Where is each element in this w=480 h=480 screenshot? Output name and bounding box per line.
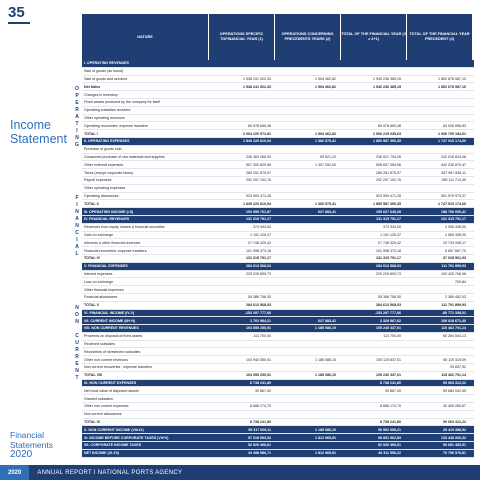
vertical-label-operating: O P E R A T I N G	[75, 86, 79, 148]
row-value-col-1: 284 613 568,03	[246, 264, 271, 269]
row-value-col-3: 46 311 556,22	[378, 451, 401, 456]
row-value-col-3: 105 240 337,01	[376, 326, 401, 331]
table-body	[82, 60, 474, 458]
side-title: Income Statement	[10, 118, 67, 146]
row-value-col-3: 1 940 236 385,15	[373, 84, 401, 89]
row-value-col-3: 155 627 645,28	[376, 209, 401, 214]
table-row	[82, 302, 474, 310]
row-value-col-3: 523 909 471,28	[376, 193, 401, 198]
table-row	[82, 91, 474, 99]
row-label: IX. NON CURRENT EXPENSES	[84, 381, 137, 386]
table-row	[82, 130, 474, 138]
table-row	[82, 154, 474, 162]
row-label: Granted subsidies	[84, 396, 113, 401]
table-row	[82, 255, 474, 263]
row-value-col-3: 96 502 095,21	[378, 427, 401, 432]
row-label: Operating recoveries: expense transfers	[84, 123, 148, 128]
table-row	[82, 208, 474, 216]
side-footer-line-2: Statements	[10, 440, 53, 450]
table-row	[82, 317, 474, 325]
row-value-col-3: 27 748 329,42	[378, 240, 401, 245]
row-value-col-4: 108 018 671,40	[441, 318, 466, 323]
side-footer	[10, 430, 70, 460]
row-value-col-4: 109 425 708,06	[441, 271, 466, 276]
row-value-col-3: 65 978 650,48	[378, 123, 401, 128]
row-value-col-4: 133 438 060,32	[441, 435, 466, 440]
row-value-col-4: 1 852 678 587,10	[438, 76, 466, 81]
row-value-col-3: 229 226 809,73	[376, 271, 401, 276]
row-value-col-3: 508 607 054,96	[376, 162, 401, 167]
row-value-col-1: 523 909 471,28	[246, 193, 271, 198]
row-label: Financial allowances	[84, 295, 118, 300]
table-row	[82, 325, 474, 333]
row-label: Taxes (except corporate taxes)	[84, 170, 134, 175]
row-value-col-1: 131 315 791,17	[246, 217, 271, 222]
row-label: II. OPERATING EXPENSES	[84, 139, 130, 144]
row-value-col-1: 1 191 125,37	[250, 232, 271, 237]
table-row	[82, 232, 474, 240]
row-value-col-3: 2 329 867,62	[380, 318, 401, 323]
row-value-col-1: -153 297 777,66	[244, 310, 271, 315]
row-value-col-4: 19 733 948,17	[443, 240, 466, 245]
row-label: VIII. NON CURRENT REVENUES	[84, 326, 139, 331]
row-value-col-3: 52 520 406,61	[378, 443, 401, 448]
table-row	[82, 177, 474, 185]
table-row	[82, 372, 474, 380]
row-value-col-3: 105 240 337,01	[376, 373, 401, 378]
row-label: TOTAL VIII	[84, 373, 102, 378]
row-label: TOTAL IX	[84, 420, 100, 425]
table-row	[82, 239, 474, 247]
table-row	[82, 107, 474, 115]
row-value-col-3: 292 297 102,76	[376, 178, 401, 183]
row-value-col-4: 1 852 678 587,10	[438, 84, 466, 89]
row-value-col-1: 289 251 875,97	[246, 170, 271, 175]
row-value-col-1: 114 700,00	[253, 334, 271, 339]
row-label: Other non current revenues	[84, 357, 128, 362]
row-value-col-4: 115 462 701,14	[441, 373, 466, 378]
row-label: Other operating expenses	[84, 186, 126, 191]
table-row	[82, 395, 474, 403]
row-value-col-4: 84 026 596,83	[443, 123, 466, 128]
row-value-col-1: 8 738 241,80	[250, 381, 271, 386]
row-value-col-4: -80 771 338,01	[441, 310, 466, 315]
row-value-col-4: 60 264 544,13	[443, 334, 466, 339]
vertical-label-financial: F I N A N C I A L	[75, 195, 79, 257]
row-value-col-2: 1 366 579,41	[315, 139, 336, 144]
row-value-col-3: 39 867,00	[385, 388, 401, 393]
row-value-col-4: 267 967 845,11	[441, 170, 466, 175]
row-label: Received subsidies	[84, 342, 115, 347]
row-value-col-3: 284 613 568,03	[376, 264, 401, 269]
row-value-col-1: 65 978 650,48	[248, 123, 271, 128]
row-value-col-2: 1 994 462,82	[315, 131, 336, 136]
row-value-col-1: 154 999 761,87	[246, 209, 271, 214]
row-value-col-1: 39 867,00	[255, 388, 271, 393]
table-row	[82, 278, 474, 286]
row-value-col-1: 236 463 266,93	[246, 154, 271, 159]
row-value-col-3: 101 998 373,18	[376, 248, 401, 253]
row-label: Sale of goods and services	[84, 76, 128, 81]
row-value-col-3: 1 850 587 390,35	[373, 201, 401, 206]
table-row	[82, 247, 474, 255]
row-value-col-4: 115 462 701,14	[441, 326, 466, 331]
table-row	[82, 434, 474, 442]
table-row	[82, 193, 474, 201]
row-value-col-4: 442 235 879,47	[441, 162, 466, 167]
page-number: 35	[8, 4, 25, 21]
row-label: III. OPERATING INCOME (I-II)	[84, 209, 134, 214]
row-label: Fixed assets produced by the company for itself	[84, 100, 161, 105]
table-row	[82, 450, 474, 458]
row-label: Revenues from equity shares & financial securities	[84, 225, 165, 230]
row-value-col-3: 289 251 875,97	[376, 170, 401, 175]
row-value-col-1: 507 300 820,96	[246, 162, 271, 167]
row-value-col-3: 1 940 236 385,15	[373, 76, 401, 81]
row-value-col-4: 2 095 446,00	[445, 225, 466, 230]
row-label: Non current allowances	[84, 412, 122, 417]
row-value-col-3: 131 315 791,17	[376, 217, 401, 222]
row-value-col-1: 1 849 220 810,94	[243, 139, 271, 144]
row-value-col-1: 2 004 220 572,81	[243, 131, 271, 136]
row-value-col-3: 105 125 637,01	[376, 357, 401, 362]
row-value-col-1: 95 317 009,11	[248, 427, 271, 432]
table-row	[82, 426, 474, 434]
row-value-col-1: 1 938 241 922,33	[243, 76, 271, 81]
page-number-underline	[8, 22, 30, 24]
row-value-col-4: 285 111 714,49	[441, 178, 466, 183]
row-value-col-3: 374 944,00	[383, 225, 401, 230]
row-value-col-4: 501 579 973,37	[441, 193, 466, 198]
row-label: I. OPERATING REVENUES	[84, 61, 129, 66]
row-value-col-1: 44 498 586,71	[248, 451, 271, 456]
table-row	[82, 68, 474, 76]
row-value-col-4: 37 028 561,93	[443, 256, 466, 261]
row-value-col-4: 93 837,92	[450, 365, 466, 370]
row-label: Operating subsidies received	[84, 108, 131, 113]
row-value-col-2: 1 994 462,82	[315, 84, 336, 89]
table-row	[82, 411, 474, 419]
table-row	[82, 419, 474, 427]
row-value-col-4: 1 747 915 174,60	[438, 201, 466, 206]
row-value-col-4: 30 409 265,67	[443, 404, 466, 409]
table-row	[82, 60, 474, 68]
row-value-col-2: 627 883,41	[318, 209, 336, 214]
row-value-col-4: 6 657 667,70	[445, 248, 466, 253]
row-value-col-2: 1 185 086,10	[315, 326, 336, 331]
table-row	[82, 76, 474, 84]
table-row	[82, 83, 474, 91]
row-label: VI. FINANCIAL INCOME (IV-V)	[84, 310, 135, 315]
row-value-col-1: 8 688 174,70	[250, 404, 271, 409]
row-value-col-3: 131 315 791,17	[376, 256, 401, 261]
row-value-col-1: 55 386 758,30	[248, 295, 271, 300]
row-value-col-3: 284 613 568,03	[376, 303, 401, 308]
row-value-col-4: 76 756 576,81	[443, 451, 466, 456]
table-row	[82, 380, 474, 388]
row-label: Other financial expenses	[84, 287, 124, 292]
row-label: Loss on exchange	[84, 279, 114, 284]
row-label: Net Sales	[84, 84, 101, 89]
row-value-col-1: 1 938 241 922,33	[243, 84, 271, 89]
row-label: VII. CURRENT INCOME (III+VI)	[84, 318, 136, 323]
row-value-col-4: 55 119 319,09	[443, 357, 466, 362]
table-row	[82, 146, 474, 154]
row-value-col-1: 104 055 250,91	[246, 326, 271, 331]
row-value-col-3: 1 850 587 390,35	[373, 139, 401, 144]
row-label: Proceeds on disposal of fixed assets	[84, 334, 143, 339]
row-value-col-3: 1 191 125,37	[380, 232, 401, 237]
header-col-3: TOTAL OF THE FINANCIAL YEAR (3 = 2+1)	[341, 14, 406, 60]
table-row	[82, 310, 474, 318]
table-row	[82, 364, 474, 372]
row-value-col-4: 111 791 899,93	[441, 264, 466, 269]
footer-year: 2020	[0, 465, 29, 480]
row-value-col-3: 2 006 215 035,63	[373, 131, 401, 136]
header-col-1: OPERATIONS SPECIFIC TOFINANCIAL YEAR (1)	[209, 14, 274, 60]
row-value-col-2: 1 812 969,51	[315, 435, 336, 440]
row-label: Changes in inventory	[84, 92, 118, 97]
row-value-col-3: 8 688 174,70	[380, 404, 401, 409]
row-label: TOTAL I	[84, 131, 98, 136]
row-value-col-1: 103 940 550,91	[246, 357, 271, 362]
row-value-col-4: 2 365 482,03	[445, 295, 466, 300]
row-value-col-2: 1 366 579,41	[315, 201, 336, 206]
table-row	[82, 348, 474, 356]
table-row	[82, 161, 474, 169]
row-label: TOTAL V	[84, 303, 99, 308]
row-label: Recoveries of investment subsidies	[84, 349, 141, 354]
row-label: Payroll expenses	[84, 178, 112, 183]
row-value-col-4: 90 063 312,22	[443, 420, 466, 425]
header-nature: NATURE	[82, 14, 208, 60]
row-value-col-4: 56 681 483,51	[443, 443, 466, 448]
row-value-col-1: 292 297 102,76	[246, 178, 271, 183]
table-row	[82, 356, 474, 364]
table-row	[82, 169, 474, 177]
table-row	[82, 99, 474, 107]
row-label: Other external expenses	[84, 162, 124, 167]
row-label: Interests & other financial revenues	[84, 240, 141, 245]
table-row	[82, 263, 474, 271]
income-statement-table	[82, 14, 474, 458]
side-footer-year: 2020	[10, 449, 33, 460]
table-row	[82, 286, 474, 294]
row-value-col-1: 229 226 809,73	[246, 271, 271, 276]
row-value-col-3: 55 386 758,30	[378, 295, 401, 300]
table-row	[82, 294, 474, 302]
row-value-col-1: 374 944,00	[253, 225, 271, 230]
row-value-col-1: 27 748 329,42	[248, 240, 271, 245]
row-value-col-4: 59 684 042,55	[443, 388, 466, 393]
table-row	[82, 224, 474, 232]
table-header	[82, 14, 474, 60]
row-label: Interest expenses	[84, 271, 113, 276]
row-label: NET INCOME (XI-XII)	[84, 451, 119, 456]
row-value-col-1: 284 613 568,03	[246, 303, 271, 308]
row-label: Gain on exchange	[84, 232, 114, 237]
header-col-4: TOTAL OF THE FINANCIAL YEAR PRECEDENT (4)	[407, 14, 472, 60]
row-label: Consumed purchase of raw materials and supplies	[84, 154, 165, 159]
vertical-label-non-current: N O N C U R R E N T	[75, 305, 79, 381]
row-value-col-1: 52 520 406,61	[248, 443, 271, 448]
row-value-col-2: 1 307 052,00	[315, 162, 336, 167]
row-label: TOTAL II	[84, 201, 99, 206]
row-value-col-4: 1 569 308,00	[445, 232, 466, 237]
row-label: Sale of goods (as found)	[84, 69, 124, 74]
row-value-col-1: 1 849 220 810,94	[243, 201, 271, 206]
row-label: Net book value of disposed assets	[84, 388, 139, 393]
row-value-col-3: -153 297 777,66	[374, 310, 401, 315]
header-col-2: OPERATIONS CONCERNING PRECEDENTS YEARS (2)	[275, 14, 340, 60]
table-row	[82, 115, 474, 123]
row-value-col-2: 59 521,23	[320, 154, 336, 159]
page-footer	[0, 465, 480, 480]
row-value-col-4: 25 419 388,92	[443, 427, 466, 432]
row-value-col-1: 8 738 241,80	[250, 420, 271, 425]
row-value-col-3: 98 831 962,83	[378, 435, 401, 440]
table-row	[82, 122, 474, 130]
table-row	[82, 200, 474, 208]
table-row	[82, 387, 474, 395]
row-value-col-1: 101 998 373,18	[246, 248, 271, 253]
row-value-col-4: 1 936 705 184,01	[438, 131, 466, 136]
row-label: XII. CORPORATE INCOME TAXES	[84, 443, 142, 448]
row-value-col-3: 8 738 241,80	[380, 381, 401, 386]
row-value-col-1: 1 701 984,21	[250, 318, 271, 323]
row-label: IV. FINANCIAL REVENUES	[84, 217, 130, 222]
row-value-col-4: 111 791 899,93	[441, 303, 466, 308]
table-row	[82, 271, 474, 279]
row-value-col-1: 131 315 791,17	[246, 256, 271, 261]
row-label: Operating allowances	[84, 193, 119, 198]
row-value-col-4: 131 315 791,17	[441, 217, 466, 222]
table-row	[82, 185, 474, 193]
row-value-col-2: 1 994 462,82	[315, 76, 336, 81]
row-value-col-2: 1 185 086,10	[315, 373, 336, 378]
row-value-col-2: 1 185 086,10	[315, 357, 336, 362]
row-value-col-3: 114 700,00	[383, 334, 401, 339]
row-value-col-3: 236 521 794,26	[376, 154, 401, 159]
table-row	[82, 403, 474, 411]
row-value-col-2: 1 812 969,51	[315, 451, 336, 456]
row-label: X. NON CURRENT INCOME (VIII-IX)	[84, 427, 144, 432]
table-row	[82, 138, 474, 146]
row-value-col-2: 627 883,41	[318, 318, 336, 323]
footer-text: ANNUAL REPORT I NATIONAL PORTS AGENCY	[37, 469, 183, 476]
row-value-col-2: 1 185 086,10	[315, 427, 336, 432]
row-label: Purchase of goods sold	[84, 147, 122, 152]
row-label: Financial recoveries: expense transfers	[84, 248, 147, 253]
table-row	[82, 333, 474, 341]
table-row	[82, 341, 474, 349]
row-label: V. FINANCIAL EXPENSES	[84, 264, 128, 269]
row-value-col-4: 1 747 915 174,60	[438, 139, 466, 144]
side-footer-line-1: Financial	[10, 430, 45, 440]
row-value-col-4: 188 790 009,41	[441, 209, 466, 214]
row-label: Non current recoveries : expense transfers	[84, 365, 152, 370]
row-value-col-4: 242 018 624,06	[441, 154, 466, 159]
table-row	[82, 216, 474, 224]
row-value-col-1: 97 018 993,32	[248, 435, 271, 440]
row-value-col-4: 90 063 312,22	[443, 381, 466, 386]
row-label: Other non current expenses	[84, 404, 129, 409]
row-value-col-3: 8 738 241,80	[380, 420, 401, 425]
row-value-col-1: 104 055 250,91	[246, 373, 271, 378]
row-label: Other operating revenues	[84, 115, 125, 120]
table-row	[82, 442, 474, 450]
row-label: XI. INCOME BEFORE CORPORATE TAXES (VII+X)	[84, 435, 169, 440]
row-label: TOTAL IV	[84, 256, 100, 261]
row-value-col-4: 709,84	[455, 279, 466, 284]
